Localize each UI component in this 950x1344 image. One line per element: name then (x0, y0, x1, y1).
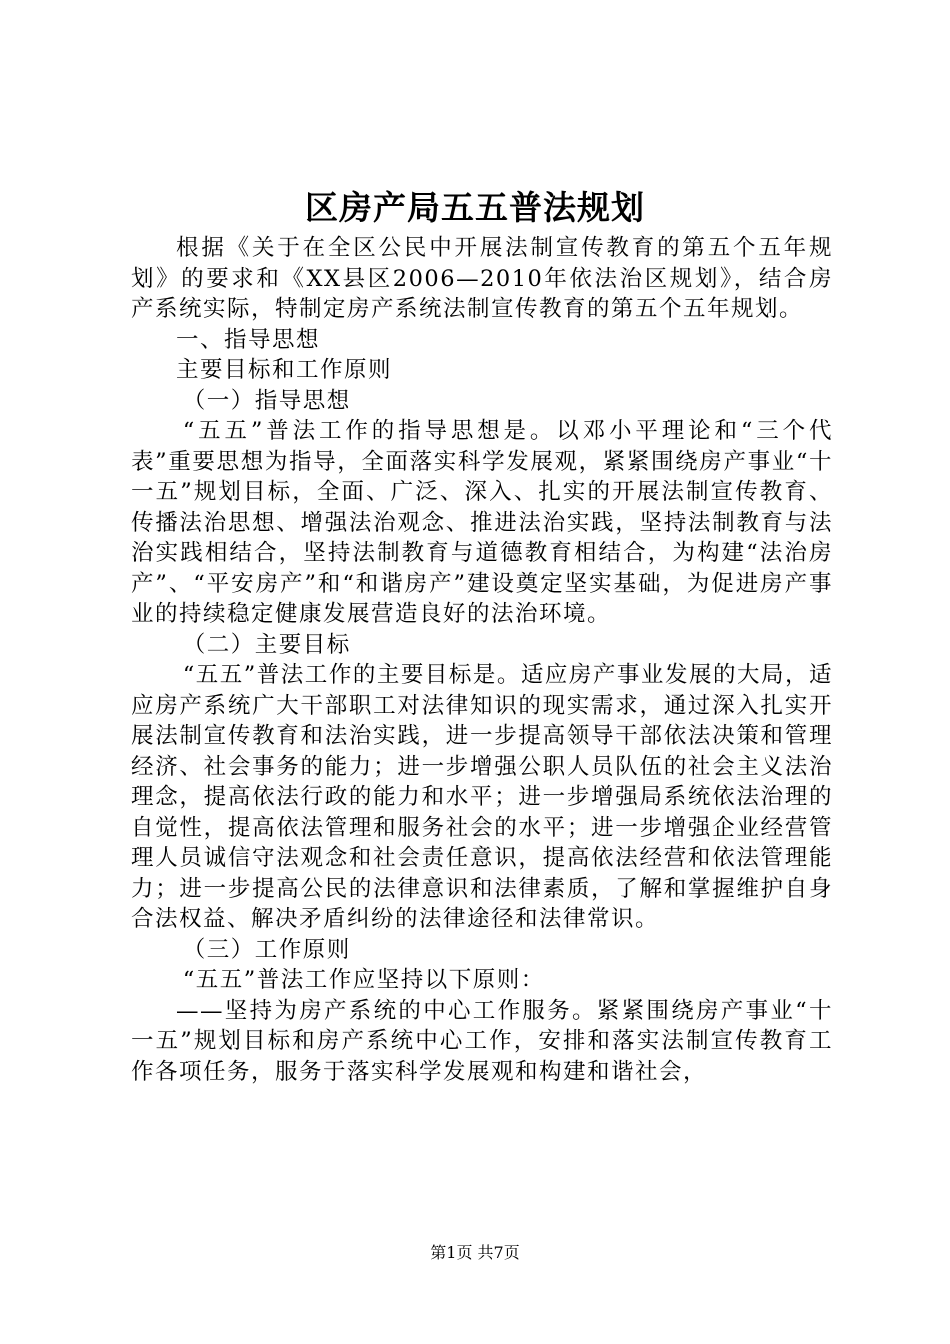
intro-paragraph: 根据《关于在全区公民中开展法制宣传教育的第五个五年规划》的要求和《XX县区2006—2010年依法治区规划》，结合房产系统实际，特制定房产系统法制宣传教育的第五个五年规划。 (131, 235, 833, 322)
principles-intro-paragraph: “五五”普法工作应坚持以下原则： (182, 967, 545, 993)
section-heading-guiding-ideology: 一、指导思想 (176, 326, 321, 353)
subsection-heading-2: （二）主要目标 (182, 631, 351, 658)
main-goals-paragraph: “五五”普法工作的主要目标是。适应房产事业发展的大局，适应房产系统广大干部职工对法律知识的现实需求，通过深入扎实开展法制宣传教育和法治实践，进一步提高领导干部依法决策和管理经济、社会事务的能力；进一步增强公职人员队伍的社会主义法治理念，提高依法行政的能力和水平；进一步增强局系统依法治理的自觉性，提高依法管理和服务社会的水平；进一步增强企业经营管理人员诚信守法观念和社会责任意识，提高依法经营和依法管理能力；进一步提高公民的法律意识和法律素质，了解和掌握维护自身合法权益、解决矛盾纠纷的法律途径和法律常识。 (131, 662, 833, 932)
section-subheading-goals-principles: 主要目标和工作原则 (176, 357, 393, 383)
subsection-heading-1: （一）指导思想 (182, 387, 351, 414)
document-title: 区房产局五五普法规划 (305, 188, 645, 227)
document-body (131, 233, 833, 1087)
page-number: 第1页 共7页 (430, 1243, 520, 1262)
subsection-heading-3: （三）工作原则 (182, 936, 351, 963)
guiding-ideology-paragraph: “五五”普法工作的指导思想是。以邓小平理论和“三个代表”重要思想为指导，全面落实科学发展观，紧紧围绕房产事业“十一五”规划目标，全面、广泛、深入、扎实的开展法制宣传教育、传播法治思想、增强法治观念、推进法治实践，坚持法制教育与法治实践相结合，坚持法制教育与道德教育相结合，为构建“法治房产”、“平安房产”和“和谐房产”建设奠定坚实基础，为促进房产事业的持续稳定健康发展营造良好的法治环境。 (131, 418, 833, 627)
principle-paragraph-1: ——坚持为房产系统的中心工作服务。紧紧围绕房产事业“十一五”规划目标和房产系统中心工作，安排和落实法制宣传教育工作各项任务，服务于落实科学发展观和构建和谐社会， (131, 997, 833, 1085)
